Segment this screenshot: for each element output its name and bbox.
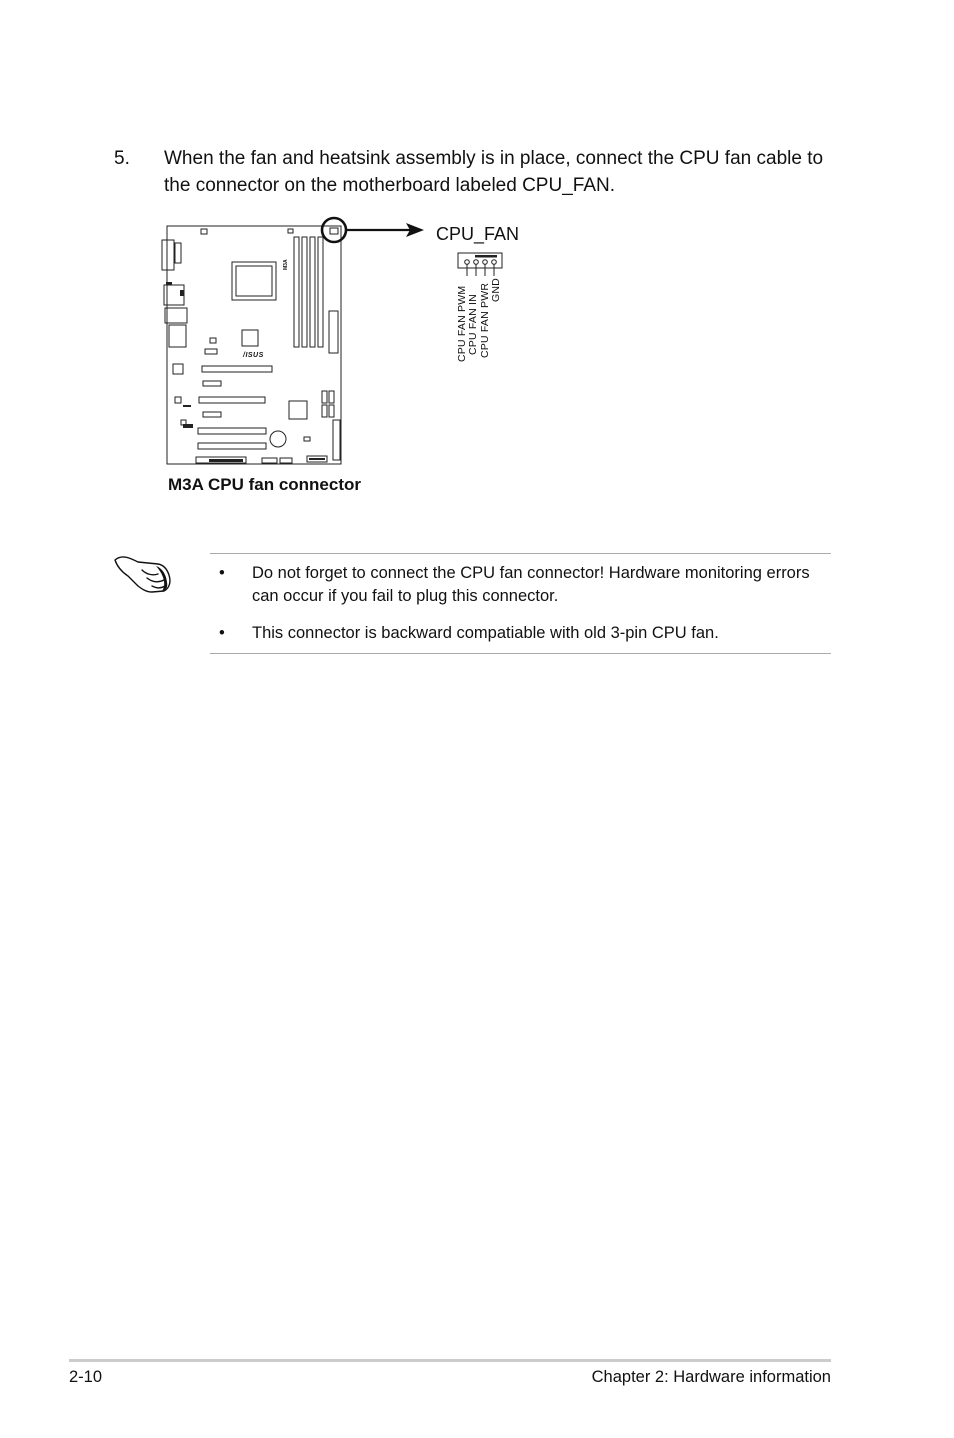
pin-3 [483, 260, 488, 265]
pin-label-gnd: GND [490, 278, 502, 302]
chapter-title: Chapter 2: Hardware information [591, 1368, 831, 1386]
note-text: This connector is backward compatiable with old 3-pin CPU fan. [252, 624, 719, 642]
cpu-socket [232, 262, 276, 300]
dimm-slot-2 [302, 237, 307, 347]
note-text: Do not forget to connect the CPU fan connector! Hardware monitoring errors can occur if you fail to plug this connector. [252, 564, 810, 605]
bullet: • [219, 564, 225, 582]
dimm-slot-3 [310, 237, 315, 347]
step-number: 5. [114, 148, 130, 169]
rear-io-audio [169, 325, 186, 347]
pci-slot-3 [198, 443, 266, 449]
northbridge [242, 330, 258, 346]
dimm-slot-4 [318, 237, 323, 347]
step-text: When the fan and heatsink assembly is in place, connect the CPU fan cable to the connector on the motherboard labeled CPU_FAN. [164, 148, 824, 196]
pcie-slot-1 [202, 366, 272, 372]
ide-connector [333, 420, 340, 460]
rear-io-block [162, 240, 174, 270]
note-top-rule [210, 553, 831, 554]
page-number: 2-10 [69, 1368, 103, 1386]
atx-power [329, 311, 338, 353]
pin-label-pwm: CPU FAN PWM [456, 285, 468, 362]
southbridge [289, 401, 307, 419]
footer-rule [69, 1359, 831, 1362]
pin-1 [465, 260, 470, 265]
note-bottom-rule [210, 653, 831, 654]
cpu-fan-header [330, 228, 338, 234]
pci-slot-1 [199, 397, 265, 403]
board-model-label: M3A [283, 259, 289, 270]
bullet: • [219, 624, 225, 642]
hand-note-icon [112, 548, 174, 596]
rear-io-lan [165, 308, 187, 323]
pin-2 [474, 260, 479, 265]
cpu-fan-highlight-circle [322, 218, 346, 242]
dimm-slot-1 [294, 237, 299, 347]
asus-logo: /ISUS [243, 352, 264, 359]
cpu-fan-label: CPU_FAN [436, 224, 520, 244]
pin-4 [492, 260, 497, 265]
pin-label-fan-in: CPU FAN IN [467, 294, 479, 355]
pci-slot-2 [198, 428, 266, 434]
diagram-caption: M3A CPU fan connector [168, 475, 362, 494]
pin-label-fan-pwr: CPU FAN PWR [479, 282, 491, 358]
cmos-battery [270, 431, 286, 447]
